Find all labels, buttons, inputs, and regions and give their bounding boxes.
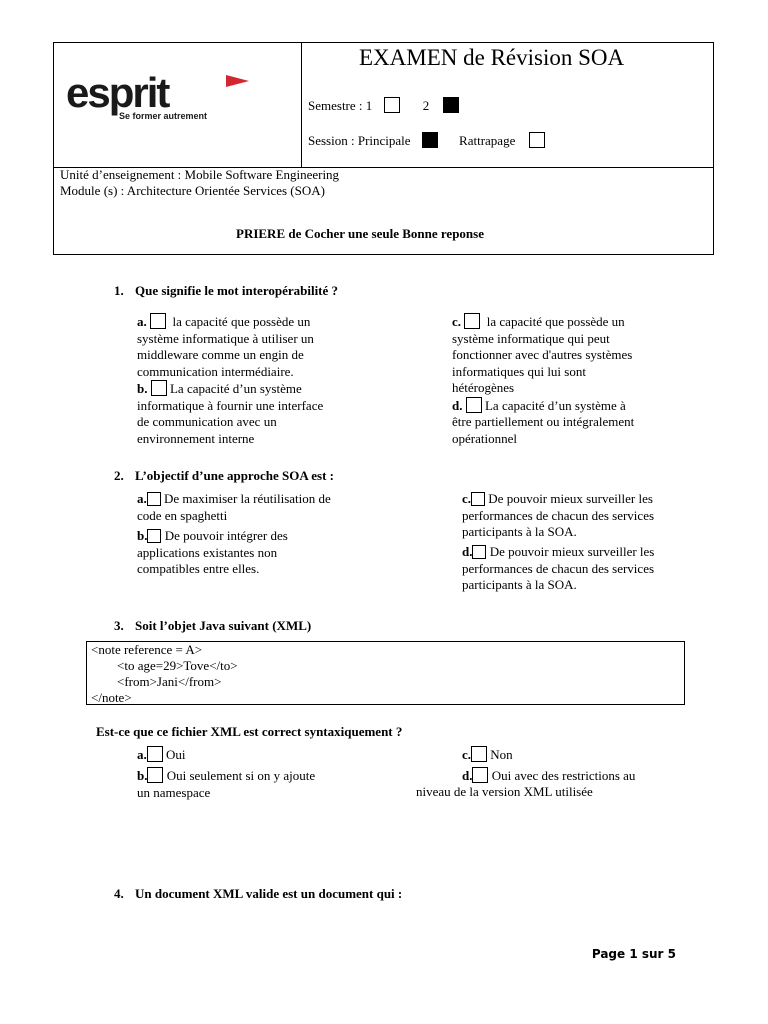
q1-b-letter: b. [137, 381, 148, 396]
q2-b-line: compatibles entre elles. [137, 561, 260, 576]
q3-b-line: Oui seulement si on y ajoute [166, 768, 316, 783]
q1-b-checkbox[interactable] [151, 380, 167, 396]
q2-a-line: De maximiser la réutilisation de [164, 491, 331, 506]
q3-d-line: Oui avec des restrictions au [491, 768, 636, 783]
q2-option-c [462, 491, 712, 541]
semestre-2-checkbox[interactable] [443, 97, 459, 113]
semestre-1-checkbox[interactable] [384, 97, 400, 113]
exam-header [53, 42, 714, 255]
question-2 [114, 468, 334, 484]
q1-d-line: être partiellement ou intégralement [452, 414, 635, 429]
q2-c-line: performances de chacun des services [462, 507, 655, 523]
q2-d-checkbox[interactable] [472, 545, 486, 559]
q1-option-c [452, 313, 712, 447]
question-4 [114, 886, 402, 902]
q3-c-checkbox[interactable] [471, 746, 487, 762]
q1-c-line: la capacité que possède un [486, 314, 625, 329]
session-row [308, 132, 545, 149]
q1-a-line: système informatique à utiliser un [137, 330, 314, 346]
page-number: Page 1 sur 5 [591, 947, 676, 961]
q2-d-letter: d. [462, 544, 473, 559]
q1-a-checkbox[interactable] [150, 313, 166, 329]
q2-b-line: De pouvoir intégrer des [164, 528, 288, 543]
q1-c-line: système informatique qui peut [452, 330, 610, 346]
esprit-logo [66, 73, 256, 123]
session-label: Session : Principale [308, 133, 411, 148]
q2-b-letter: b. [137, 528, 148, 543]
question-1 [114, 283, 338, 299]
q2-d-line: De pouvoir mieux surveiller les [489, 544, 655, 559]
q1-a-line: middleware comme un engin de [137, 347, 304, 362]
q3-b-checkbox[interactable] [147, 767, 163, 783]
q3-d-letter: d. [462, 768, 473, 783]
logo-tagline: Se former autrement [119, 111, 208, 121]
logo-text: esprit [66, 73, 169, 116]
q3-a-checkbox[interactable] [147, 746, 163, 762]
question-4-number: 4. [114, 886, 124, 901]
code-line: </note> [91, 690, 132, 705]
header-divider [301, 43, 302, 167]
q1-c-letter: c. [452, 314, 462, 329]
q3-d-line: niveau de la version XML utilisée [416, 784, 593, 799]
semestre-label: Semestre : 1 [308, 98, 373, 113]
q2-a-line: code en spaghetti [137, 507, 228, 523]
logo-flag-icon [226, 75, 249, 87]
q3-option-b [137, 767, 387, 801]
q1-c-line: informatiques qui lui sont [452, 363, 586, 379]
q1-b-line: de communication avec un [137, 414, 277, 429]
q3-a-letter: a. [137, 747, 147, 762]
session-principale-checkbox[interactable] [422, 132, 438, 148]
question-1-text: Que signifie le mot interopérabilité ? [135, 283, 339, 298]
exam-title: EXAMEN de Révision SOA [359, 45, 625, 70]
q2-d-line: performances de chacun des services [462, 560, 655, 576]
q1-b-line: environnement interne [137, 430, 255, 446]
q2-a-letter: a. [137, 491, 147, 506]
rattrapage-checkbox[interactable] [529, 132, 545, 148]
q3-option-d [462, 767, 712, 785]
q2-option-d [462, 544, 712, 594]
question-4-text: Un document XML valide est un document qui : [135, 886, 403, 901]
question-2-number: 2. [114, 468, 124, 483]
question-1-number: 1. [114, 283, 124, 298]
q3-c-text: Non [490, 747, 513, 762]
rattrapage-label: Rattrapage [459, 133, 516, 148]
question-3 [114, 618, 311, 634]
question-3-number: 3. [114, 618, 124, 633]
q2-c-checkbox[interactable] [471, 492, 485, 506]
q3-b-letter: b. [137, 768, 148, 783]
q3-option-a [137, 746, 387, 764]
xml-code-box [86, 641, 685, 705]
q2-option-b [137, 528, 387, 578]
module-text: Module (s) : Architecture Orientée Services (SOA) [60, 183, 325, 198]
q3-a-text: Oui [166, 747, 186, 762]
q2-b-checkbox[interactable] [147, 529, 161, 543]
code-line: <note reference = A> [91, 642, 203, 657]
q1-c-checkbox[interactable] [464, 313, 480, 329]
semestre-row [308, 97, 459, 114]
q1-a-letter: a. [137, 314, 147, 329]
q1-d-line: La capacité d’un système à [484, 397, 626, 413]
q1-d-letter: d. [452, 397, 463, 413]
question-3-text: Soit l’objet Java suivant (XML) [135, 618, 312, 633]
header-top-row [54, 43, 713, 168]
q2-b-line: applications existantes non [137, 544, 278, 560]
q2-d-line: participants à la SOA. [462, 577, 577, 592]
q1-a-line: la capacité que possède un [172, 314, 311, 329]
code-line: <to age=29>Tove</to> [91, 658, 238, 673]
unite-text: Unité d’enseignement : Mobile Software Engineering [60, 167, 340, 182]
q1-d-line: opérationnel [452, 430, 517, 446]
q3-c-letter: c. [462, 747, 472, 762]
q1-c-line: hétérogènes [452, 380, 515, 395]
q3-sub-question: Est-ce que ce fichier XML est correct syntaxiquement ? [96, 724, 403, 739]
q3-d-checkbox[interactable] [472, 767, 488, 783]
q1-b-line: La capacité d’un système [169, 381, 302, 396]
code-line: <from>Jani</from> [91, 674, 222, 689]
semestre-2-label: 2 [422, 98, 430, 113]
q2-c-line: participants à la SOA. [462, 524, 577, 539]
q2-c-line: De pouvoir mieux surveiller les [488, 491, 653, 506]
q3-option-c [462, 746, 712, 764]
q2-a-checkbox[interactable] [147, 492, 161, 506]
q2-c-letter: c. [462, 491, 472, 506]
q3-b-line: un namespace [137, 784, 211, 800]
q1-b-line: informatique à fournir une interface [137, 397, 324, 413]
q1-option-a [137, 313, 387, 447]
instruction-text: PRIERE de Cocher une seule Bonne reponse [236, 226, 484, 241]
q1-c-line: fonctionner avec d'autres systèmes [452, 347, 633, 362]
question-2-text: L’objectif d’une approche SOA est : [135, 468, 334, 483]
q2-option-a [137, 491, 387, 524]
q1-a-line: communication intermédiaire. [137, 363, 294, 379]
q1-d-checkbox[interactable] [466, 397, 482, 413]
